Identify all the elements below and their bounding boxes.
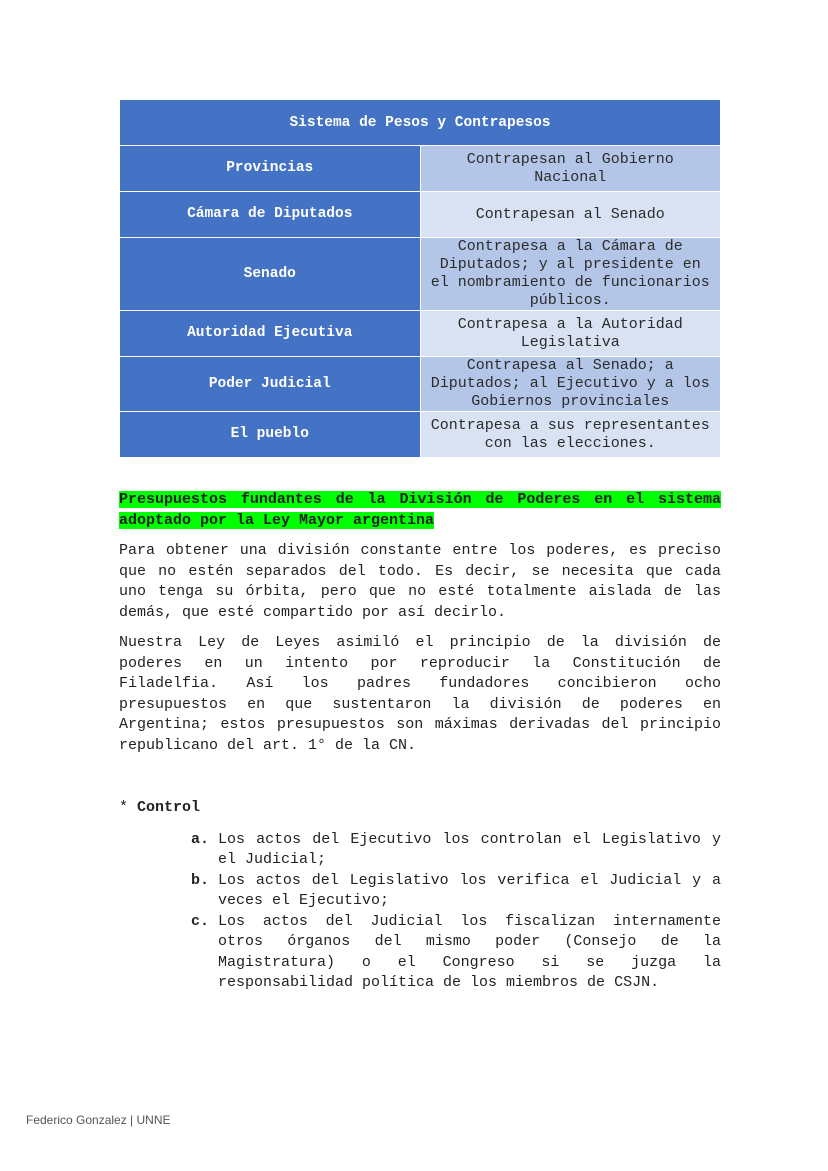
highlighted-heading-text: Presupuestos fundantes de la División de Poderes en el sistema adoptado por la Ley Mayor argentina xyxy=(119,491,721,529)
row-value: Contrapesan al Gobierno Nacional xyxy=(420,146,721,192)
list-marker: a. xyxy=(191,830,210,848)
table-row xyxy=(120,311,721,357)
row-label: Autoridad Ejecutiva xyxy=(120,311,421,357)
row-value: Contrapesa al Senado; a Diputados; al Ejecutivo y a los Gobiernos provinciales xyxy=(420,357,721,412)
table-row xyxy=(120,412,721,458)
control-title: Control xyxy=(137,799,201,816)
row-value: Contrapesa a la Cámara de Diputados; y al presidente en el nombramiento de funcionarios públicos. xyxy=(420,238,721,311)
row-value: Contrapesa a la Autoridad Legislativa xyxy=(420,311,721,357)
section-heading xyxy=(119,490,721,531)
row-label: Poder Judicial xyxy=(120,357,421,412)
list-item xyxy=(191,830,721,871)
checks-balances-table xyxy=(119,99,721,458)
control-list xyxy=(119,830,721,994)
table-row xyxy=(120,192,721,238)
list-marker: b. xyxy=(191,871,210,889)
row-label: El pueblo xyxy=(120,412,421,458)
paragraph: Para obtener una división constante entre los poderes, es preciso que no estén separados del todo. Es decir, se necesita que cada uno tenga su órbita, pero que no esté totalmente aislada de las demás, que esté compartido por así decirlo. xyxy=(119,542,721,621)
table-title: Sistema de Pesos y Contrapesos xyxy=(120,100,721,146)
row-label: Cámara de Diputados xyxy=(120,192,421,238)
list-item-text: Los actos del Ejecutivo los controlan el Legislativo y el Judicial; xyxy=(218,830,721,868)
table-row xyxy=(120,146,721,192)
row-value: Contrapesa a sus representantes con las elecciones. xyxy=(420,412,721,458)
row-label: Senado xyxy=(120,238,421,311)
paragraph: Nuestra Ley de Leyes asimiló el principio de la división de poderes en un intento por reproducir la Constitución de Filadelfia. Así los padres fundadores concibieron ocho presupuestos en que sustentaron la división de poderes en Argentina; estos presupuestos son máximas derivadas del principio republicano del art. 1° de la CN. xyxy=(119,634,721,754)
row-label: Provincias xyxy=(120,146,421,192)
page-footer: Federico Gonzalez | UNNE xyxy=(26,1113,171,1127)
row-value: Contrapesan al Senado xyxy=(420,192,721,238)
table-row xyxy=(120,238,721,311)
list-item xyxy=(191,912,721,994)
list-marker: c. xyxy=(191,912,210,930)
table-row xyxy=(120,357,721,412)
asterisk-bullet: * xyxy=(119,799,129,816)
control-heading xyxy=(119,798,721,819)
list-item-text: Los actos del Judicial los fiscalizan internamente otros órganos del mismo poder (Consejo de la Magistratura) o el Congreso si se juzga la responsabilidad política de los miembros de CSJN. xyxy=(218,912,721,991)
list-item-text: Los actos del Legislativo los verifica el Judicial y a veces el Ejecutivo; xyxy=(218,871,721,909)
document-page xyxy=(119,99,721,994)
list-item xyxy=(191,871,721,912)
